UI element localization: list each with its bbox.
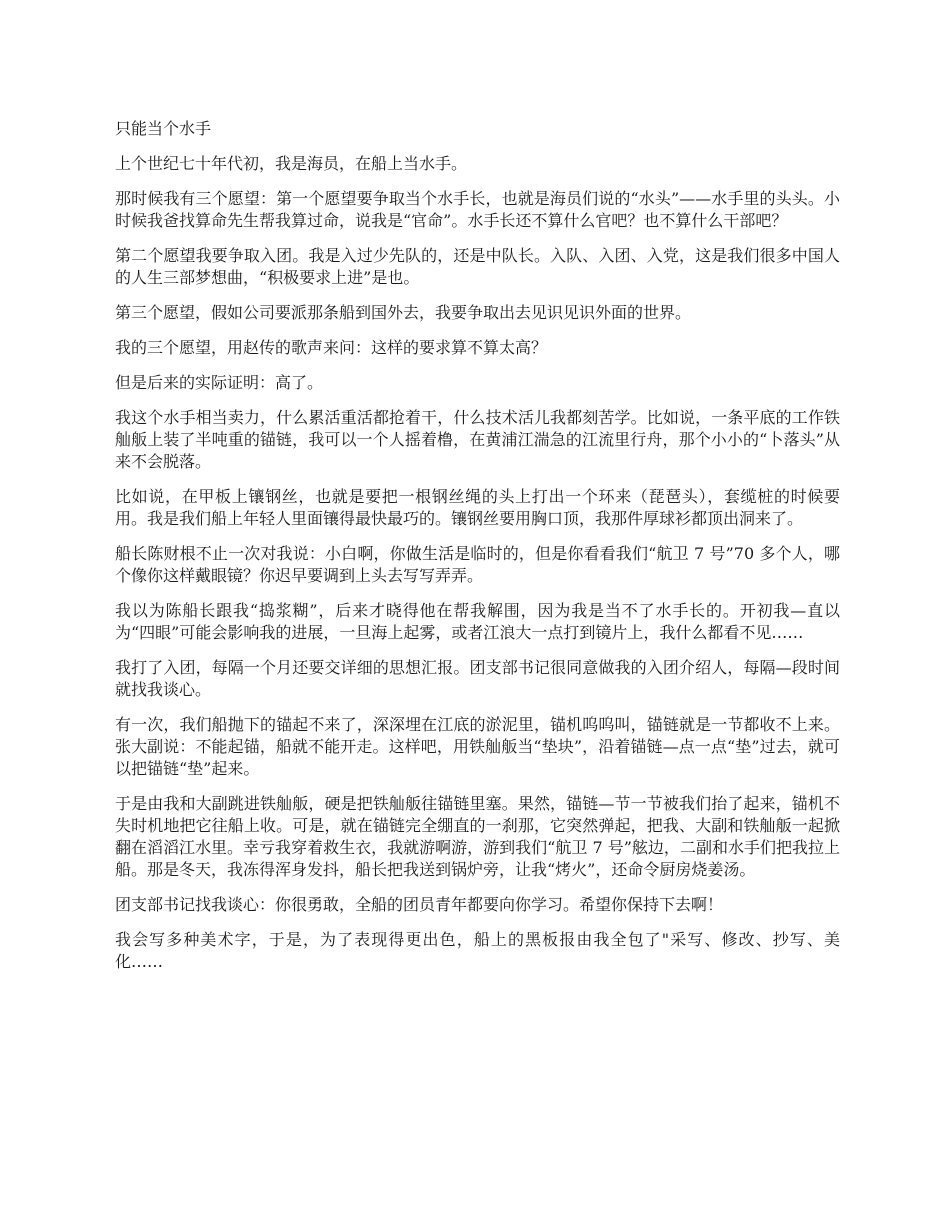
paragraph-2: 那时候我有三个愿望：第一个愿望要争取当个水手长，也就是海员们说的“水头”——水手里的头头。小时候我爸找算命先生帮我算过命，说我是“官命”。水手长还不算什么官吧？也不算什么干部吧？ — [115, 189, 840, 230]
paragraph-3: 第二个愿望我要争取入团。我是入过少先队的，还是中队长。入队、入团、入党，这是我们很多中国人的人生三部梦想曲，“积极要求上进”是也。 — [115, 246, 840, 287]
paragraph-14: 团支部书记找我谈心：你很勇敢，全船的团员青年都要向你学习。希望你保持下去啊！ — [115, 895, 724, 914]
paragraph-11: 我打了入团，每隔一个月还要交详细的思想汇报。团支部书记很同意做我的入团介绍人，每隔—段时间就找我谈心。 — [115, 658, 840, 699]
paragraph-6: 但是后来的实际证明：高了。 — [115, 373, 324, 392]
paragraph-13: 于是由我和大副跳进铁舢舨，硬是把铁舢舨往锚链里塞。果然，锚链—节一节被我们抬了起来，锚机不失时机地把它往船上收。可是，就在锚链完全绷直的一刹那，它突然弹起，把我、大副和铁舢舨一起掀翻在滔滔江水里。幸亏我穿着救生衣，我就游啊游，游到我们“航卫 7 号”舷边，二副和水手们把我拉上船。那是冬天，我冻得浑身发抖，船长把我送到锅炉旁，让我“烤火”，还命令厨房烧姜汤。 — [115, 794, 840, 879]
paragraph-15: 我会写多种美术字，于是，为了表现得更出色，船上的黑板报由我全包了"采写、修改、抄写、美化…… — [115, 930, 840, 971]
paragraph-10: 我以为陈船长跟我“捣浆糊”，后来才晓得他在帮我解围，因为我是当不了水手长的。开初我—直以为“四眼”可能会影响我的进展，一旦海上起雾，或者江浪大一点打到镜片上，我什么都看不见…… — [115, 601, 840, 642]
document-title: 只能当个水手 — [115, 119, 212, 138]
paragraph-4: 第三个愿望，假如公司要派那条船到国外去，我要争取出去见识见识外面的世界。 — [115, 303, 692, 322]
document-page — [115, 118, 840, 986]
paragraph-12: 有一次，我们船抛下的锚起不来了，深深埋在江底的淤泥里，锚机呜呜叫，锚链就是一节都收不上来。张大副说：不能起锚，船就不能开走。这样吧，用铁舢舨当“垫块”，沿着锚链—点一点“垫”过去，就可以把锚链“垫”起来。 — [115, 715, 840, 778]
paragraph-7: 我这个水手相当卖力，什么累活重活都抢着干，什么技术活儿我都刻苦学。比如说，一条平底的工作铁舢舨上装了半吨重的锚链，我可以一个人摇着橹，在黄浦江湍急的江流里行舟，那个小小的“卜落头”从来不会脱落。 — [115, 408, 840, 471]
paragraph-5: 我的三个愿望，用赵传的歌声来问：这样的要求算不算太高？ — [115, 338, 548, 357]
paragraph-9: 船长陈财根不止一次对我说：小白啊，你做生活是临时的，但是你看看我们“航卫 7 号”70 多个人，哪个像你这样戴眼镜？你迟早要调到上头去写写弄弄。 — [115, 544, 840, 585]
paragraph-1: 上个世纪七十年代初，我是海员，在船上当水手。 — [115, 154, 468, 173]
paragraph-8: 比如说，在甲板上镶钢丝，也就是要把一根钢丝绳的头上打出一个环来（琵琶头），套缆桩的时候要用。我是我们船上年轻人里面镶得最快最巧的。镶钢丝要用胸口顶，我那件厚球衫都顶出洞来了。 — [115, 487, 840, 528]
